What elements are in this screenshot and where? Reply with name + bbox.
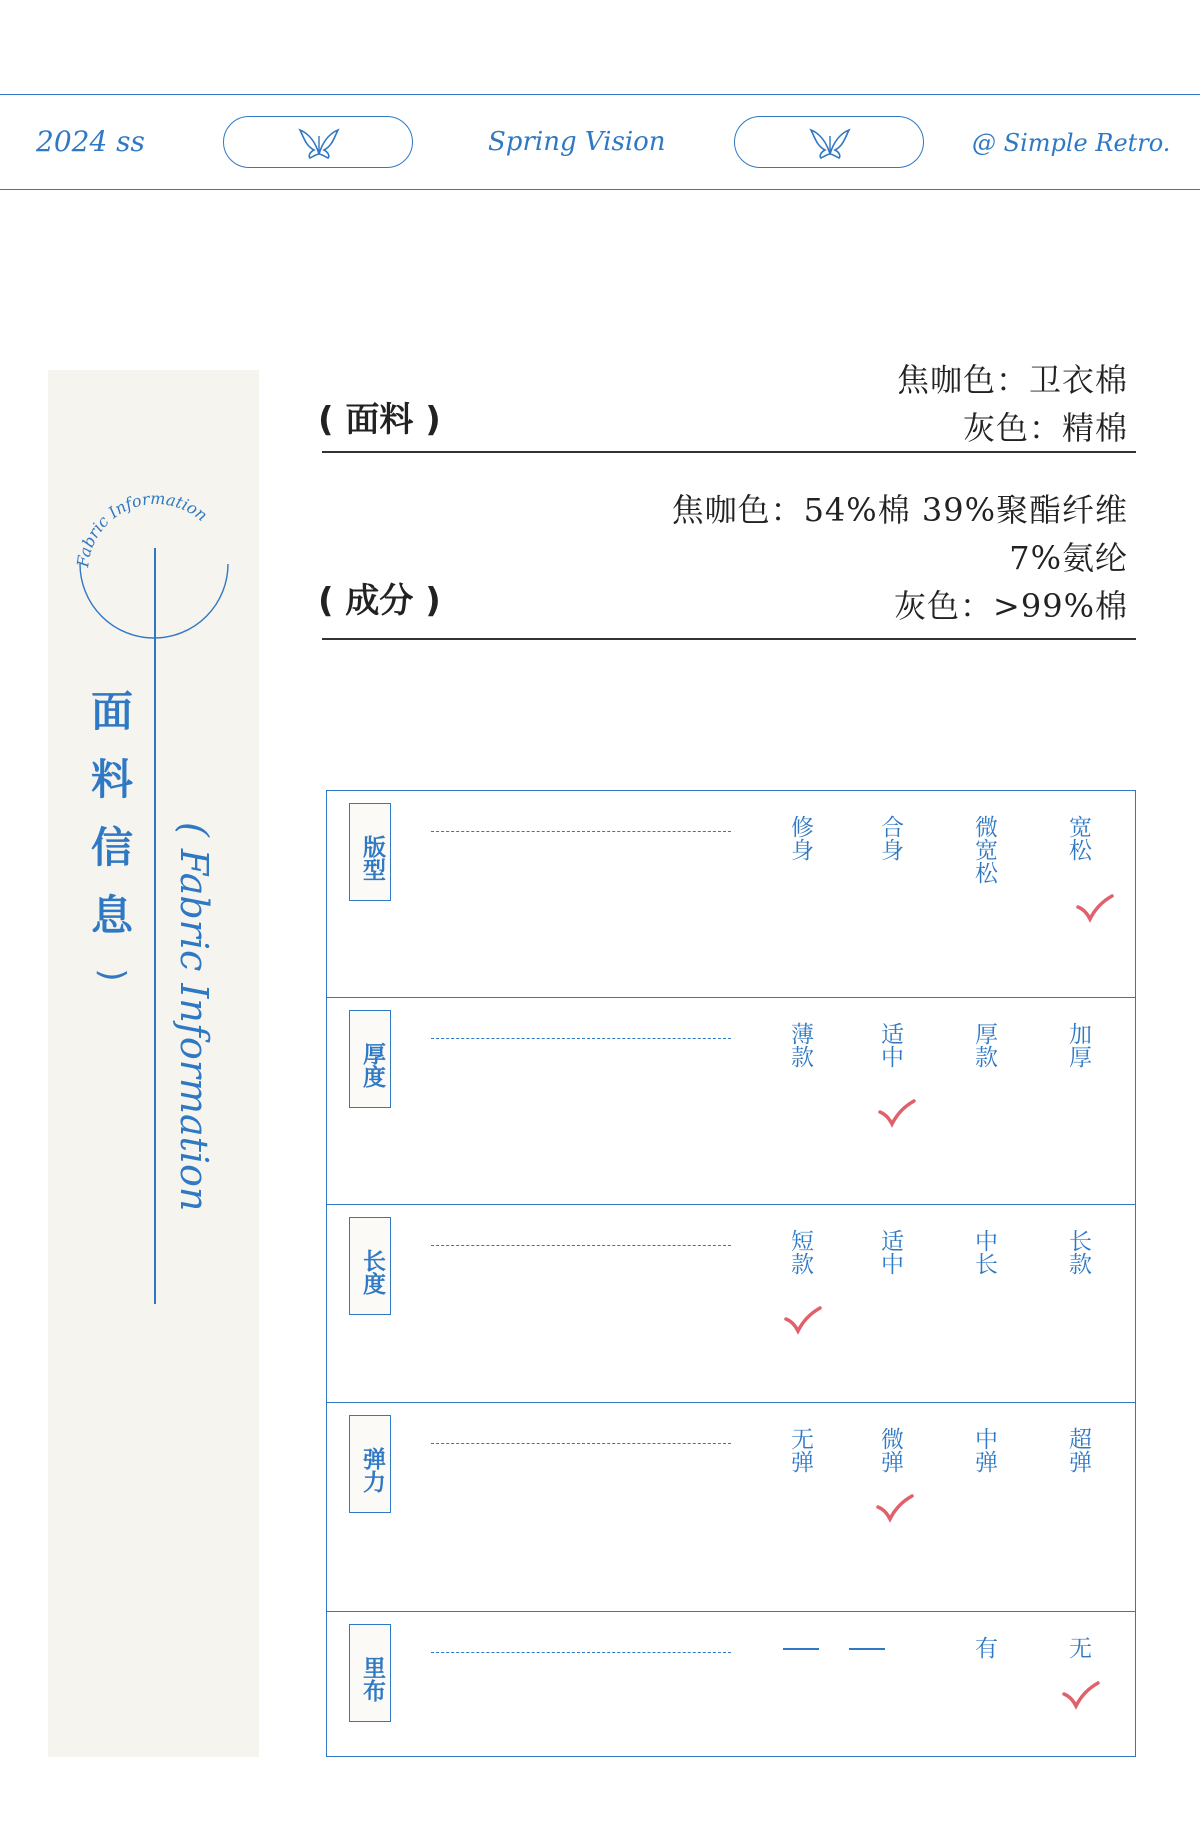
option-label: 合身: [877, 815, 903, 861]
option-label: 短款: [787, 1229, 813, 1275]
header-band: [0, 94, 1200, 190]
option-label: 超弹: [1065, 1427, 1091, 1473]
attribute-tag: 版型: [349, 803, 391, 901]
title-char: 料: [90, 755, 133, 804]
checkmark-icon: [1061, 1680, 1101, 1710]
option-label: 有: [971, 1636, 997, 1659]
attribute-row-length: [327, 1205, 1135, 1403]
title-char: 面: [90, 687, 133, 736]
brand-label: @ Simple Retro.: [972, 129, 1171, 157]
option-label: 修身: [787, 815, 813, 861]
dashed-leader: [431, 1038, 731, 1039]
checkmark-icon: [783, 1305, 823, 1335]
butterfly-icon: [807, 124, 853, 160]
checkmark-icon: [1075, 893, 1115, 923]
attribute-tag: 里布: [349, 1624, 391, 1722]
attribute-row-lining: [327, 1612, 1135, 1758]
checkmark-icon: [877, 1098, 917, 1128]
dashed-leader: [431, 831, 731, 832]
option-label: 无弹: [787, 1427, 813, 1473]
composition-value: 灰色：>99%棉: [894, 587, 1128, 625]
option-none-dash: [783, 1648, 819, 1650]
attribute-tag: 厚度: [349, 1010, 391, 1108]
butterfly-badge: [734, 116, 924, 168]
attribute-tag: 长度: [349, 1217, 391, 1315]
title-char: 信: [90, 823, 133, 872]
dashed-leader: [431, 1443, 731, 1444]
sidebar-title-cn: [88, 678, 136, 1000]
fabric-value: 灰色：精棉: [962, 409, 1128, 447]
fabric-value: 焦咖色：卫衣棉: [896, 361, 1128, 399]
option-none-dash: [849, 1648, 885, 1650]
composition-value: 7%氨纶: [1009, 539, 1128, 577]
option-label: 长款: [1065, 1229, 1091, 1275]
arc-emblem: [58, 452, 248, 652]
divider: [322, 638, 1136, 640]
composition-values: [672, 486, 1128, 630]
option-label: 适中: [877, 1022, 903, 1068]
option-label: 厚款: [971, 1022, 997, 1068]
sidebar-title-en-text: ( Fabric Information: [172, 822, 216, 1212]
checkmark-icon: [875, 1493, 915, 1523]
dashed-leader: [431, 1652, 731, 1653]
sidebar: [48, 370, 259, 1757]
collection-title: Spring Vision: [488, 127, 666, 157]
attribute-table: [326, 790, 1136, 1757]
divider: [322, 451, 1136, 453]
option-label: 适中: [877, 1229, 903, 1275]
composition-label: ( 成分 ): [318, 581, 441, 621]
attribute-row-fit: [327, 791, 1135, 998]
composition-value: 焦咖色：54%棉 39%聚酯纤维: [671, 491, 1128, 529]
title-char: 息: [90, 891, 133, 940]
sidebar-title-en: [174, 822, 214, 1342]
option-label: 微弹: [877, 1427, 903, 1473]
option-label: 薄款: [787, 1022, 813, 1068]
option-label: 中长: [971, 1229, 997, 1275]
title-paren-close: ): [92, 968, 132, 982]
option-label: 微宽松: [971, 815, 997, 884]
option-label: 中弹: [971, 1427, 997, 1473]
dashed-leader: [431, 1245, 731, 1246]
sidebar-rule: [154, 548, 156, 1304]
attribute-row-thickness: [327, 998, 1135, 1205]
fabric-label: ( 面料 ): [318, 400, 441, 440]
option-label: 无: [1065, 1636, 1091, 1659]
option-label: 宽松: [1065, 815, 1091, 861]
arc-text: Fabric Information: [73, 488, 212, 569]
butterfly-badge: [223, 116, 413, 168]
fabric-values: [897, 356, 1128, 452]
attribute-row-elasticity: [327, 1403, 1135, 1612]
attribute-tag: 弹力: [349, 1415, 391, 1513]
butterfly-icon: [296, 124, 342, 160]
season-label: 2024 ss: [36, 125, 145, 158]
option-label: 加厚: [1065, 1022, 1091, 1068]
